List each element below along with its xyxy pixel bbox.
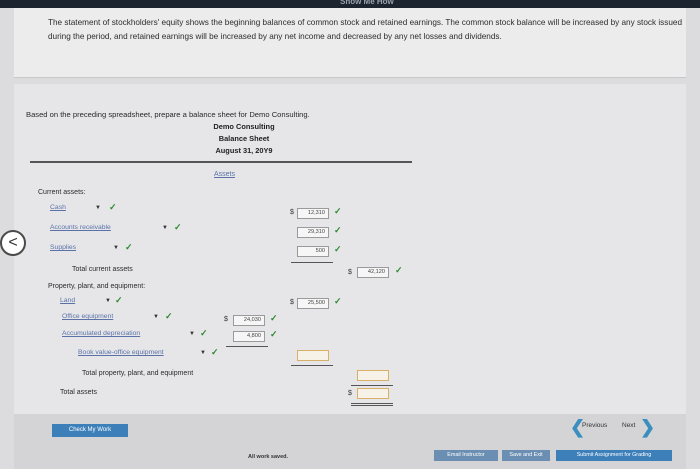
save-status: All work saved. bbox=[248, 454, 289, 460]
check-icon: ✓ bbox=[334, 296, 342, 306]
total-current-assets-input[interactable]: 42,120 bbox=[357, 267, 389, 278]
total-assets-label: Total assets bbox=[60, 389, 97, 396]
check-icon: ✓ bbox=[165, 311, 173, 321]
check-icon: ✓ bbox=[109, 202, 117, 212]
chevron-down-icon[interactable]: ▼ bbox=[153, 314, 159, 320]
chevron-down-icon[interactable]: ▼ bbox=[162, 225, 168, 231]
previous-button[interactable]: Previous bbox=[582, 422, 608, 429]
prompt-text: Based on the preceding spreadsheet, prepare a balance sheet for Demo Consulting. bbox=[26, 110, 310, 119]
top-bar bbox=[0, 0, 700, 8]
check-icon: ✓ bbox=[334, 225, 342, 235]
total-ppe-label: Total property, plant, and equipment bbox=[82, 370, 194, 377]
total-ppe-amount-input[interactable] bbox=[357, 370, 389, 381]
submit-assignment-button[interactable]: Submit Assignment for Grading bbox=[556, 450, 672, 461]
dollar-sign: $ bbox=[290, 209, 294, 216]
next-icon[interactable]: ❯ bbox=[640, 417, 656, 437]
intro-text: The statement of stockholders' equity shows the beginning balances of common stock and retained earnings. The common stock balance will be increased by any stock issued during the period, and retained earnings will be increased by any net income and decreased by any net losses and dividends. bbox=[48, 18, 683, 41]
current-assets-label: Current assets: bbox=[38, 189, 86, 196]
supplies-amount-input[interactable]: 500 bbox=[297, 246, 329, 257]
subtotal-rule bbox=[291, 365, 333, 366]
dollar-sign: $ bbox=[224, 316, 228, 323]
screen bbox=[0, 8, 700, 469]
office-equipment-dropdown[interactable]: Office equipment bbox=[62, 313, 114, 320]
company-name: Demo Consulting bbox=[213, 122, 275, 131]
dollar-sign: $ bbox=[348, 390, 352, 397]
next-button[interactable]: Next bbox=[622, 422, 636, 429]
accounts-receivable-dropdown[interactable]: Accounts receivable bbox=[50, 224, 111, 231]
check-icon: ✓ bbox=[125, 242, 133, 252]
chevron-down-icon[interactable]: ▼ bbox=[105, 298, 111, 304]
subtotal-rule bbox=[351, 385, 393, 386]
check-icon: ✓ bbox=[395, 265, 403, 275]
check-icon: ✓ bbox=[115, 295, 123, 305]
previous-icon[interactable]: ❮ bbox=[570, 417, 586, 437]
check-icon: ✓ bbox=[334, 244, 342, 254]
chevron-down-icon[interactable]: ▼ bbox=[200, 350, 206, 356]
cash-amount-input[interactable]: 12,310 bbox=[297, 208, 329, 219]
supplies-dropdown[interactable]: Supplies bbox=[50, 244, 77, 251]
book-value-dropdown[interactable]: Book value-office equipment bbox=[78, 349, 164, 356]
dollar-sign: $ bbox=[348, 269, 352, 276]
statement-title: Balance Sheet bbox=[218, 134, 270, 143]
balance-sheet-panel bbox=[14, 84, 686, 414]
office-equipment-amount-input[interactable]: 24,030 bbox=[233, 315, 265, 326]
check-icon: ✓ bbox=[334, 206, 342, 216]
dollar-sign: $ bbox=[290, 299, 294, 306]
check-icon: ✓ bbox=[200, 328, 208, 338]
check-icon: ✓ bbox=[174, 222, 182, 232]
show-me-how-label[interactable]: Show Me How bbox=[340, 0, 394, 6]
total-assets-amount-input[interactable] bbox=[357, 388, 389, 399]
check-icon: ✓ bbox=[270, 329, 278, 339]
footer bbox=[14, 414, 686, 469]
subtotal-rule bbox=[291, 262, 333, 263]
check-icon: ✓ bbox=[270, 313, 278, 323]
chevron-down-icon[interactable]: ▼ bbox=[113, 245, 119, 251]
assets-header: Assets bbox=[214, 171, 236, 178]
email-instructor-button[interactable]: Email Instructor bbox=[434, 450, 498, 461]
save-and-exit-button[interactable]: Save and Exit bbox=[502, 450, 550, 461]
statement-date: August 31, 20Y9 bbox=[215, 146, 273, 155]
intro-panel bbox=[14, 8, 686, 78]
land-amount-input[interactable]: 25,500 bbox=[297, 298, 329, 309]
chevron-down-icon[interactable]: ▼ bbox=[95, 205, 101, 211]
land-dropdown[interactable]: Land bbox=[60, 297, 76, 304]
book-value-amount-input[interactable] bbox=[297, 350, 329, 361]
ppe-label: Property, plant, and equipment: bbox=[48, 283, 146, 290]
chevron-down-icon[interactable]: ▼ bbox=[189, 331, 195, 337]
total-current-assets-label: Total current assets bbox=[72, 266, 133, 273]
accumulated-depreciation-dropdown[interactable]: Accumulated depreciation bbox=[62, 330, 141, 337]
header-rule bbox=[30, 161, 412, 163]
check-icon: ✓ bbox=[211, 347, 219, 357]
accumulated-depreciation-amount-input[interactable]: 4,800 bbox=[233, 331, 265, 342]
accounts-receivable-amount-input[interactable]: 29,310 bbox=[297, 227, 329, 238]
check-my-work-button[interactable]: Check My Work bbox=[52, 424, 128, 437]
subtotal-rule bbox=[226, 346, 268, 347]
back-arrow-icon[interactable]: < bbox=[0, 230, 26, 256]
double-rule bbox=[351, 403, 393, 406]
cash-dropdown[interactable]: Cash bbox=[50, 204, 66, 211]
